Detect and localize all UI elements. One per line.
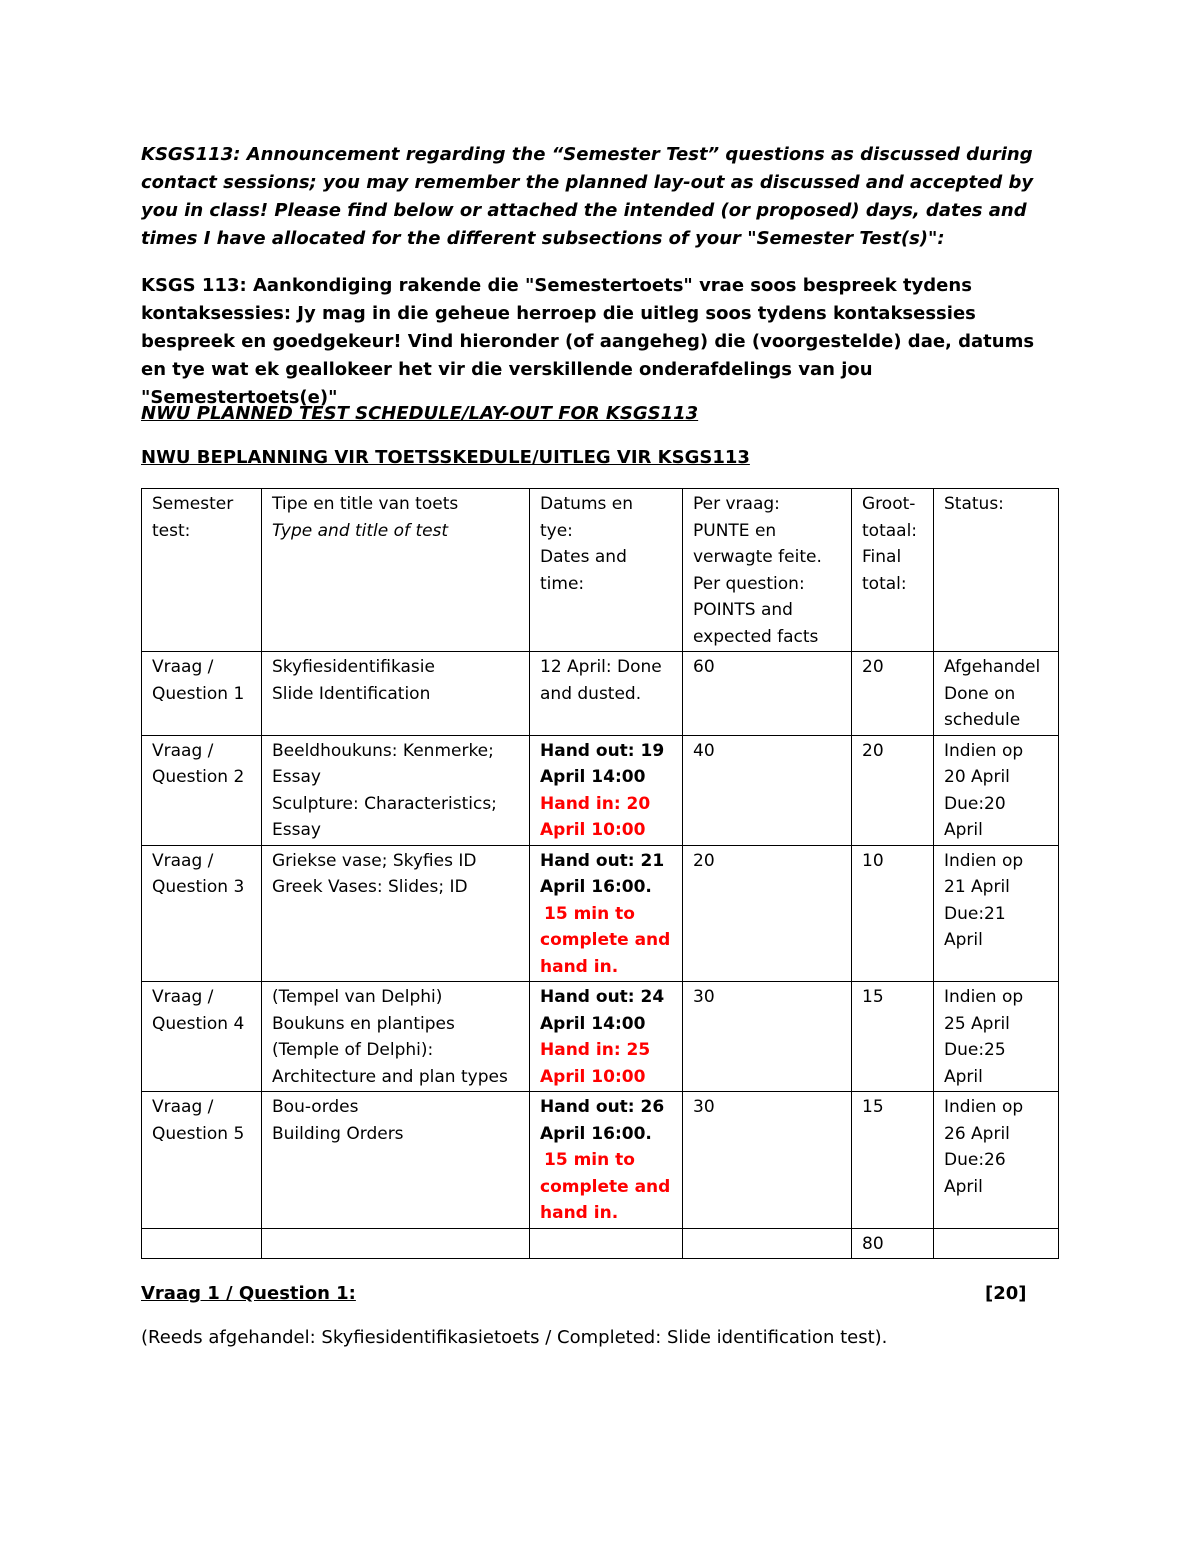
grand-total-value: 80: [852, 1228, 934, 1259]
announcement-english: KSGS113: Announcement regarding the “Semester Test” questions as discussed during contact sessions; you may remember the planned lay-out as discussed and accepted by you in class! Please find below or attached the intended (or proposed) days, dates and times I have allocated for the different subsections of your "Semester Test(s)":: [141, 144, 1034, 249]
status-cell: Indien op 20 April Due:20 April: [934, 735, 1059, 845]
header-grand-total: Groot- totaal: Final total:: [852, 489, 934, 652]
dates-cell: Hand out: 26 April 16:00. 15 min to complete and hand in.: [530, 1092, 683, 1229]
empty-cell: [142, 1228, 262, 1259]
question-cell: Vraag / Question 5: [142, 1092, 262, 1229]
header-dates-times: Datums en tye: Dates and time:: [530, 489, 683, 652]
header-status: Status:: [934, 489, 1059, 652]
points-cell: 40: [683, 735, 852, 845]
type-cell: Griekse vase; Skyfies ID Greek Vases: Slides; ID: [262, 845, 530, 982]
type-cell: (Tempel van Delphi) Boukuns en plantipes (Temple of Delphi): Architecture and plan types: [262, 982, 530, 1092]
type-cell: Beeldhoukuns: Kenmerke; Essay Sculpture: Characteristics; Essay: [262, 735, 530, 845]
schedule-heading-english: NWU PLANNED TEST SCHEDULE/LAY-OUT FOR KSGS113: [141, 403, 699, 424]
empty-cell: [683, 1228, 852, 1259]
type-cell: Skyfiesidentifikasie Slide Identification: [262, 652, 530, 736]
points-cell: 30: [683, 982, 852, 1092]
dates-cell: Hand out: 24 April 14:00 Hand in: 25 April 10:00: [530, 982, 683, 1092]
points-cell: 30: [683, 1092, 852, 1229]
total-cell: 15: [852, 1092, 934, 1229]
status-cell: Indien op 21 April Due:21 April: [934, 845, 1059, 982]
empty-cell: [530, 1228, 683, 1259]
header-semester-test: Semester test:: [142, 489, 262, 652]
dates-cell: Hand out: 19 April 14:00 Hand in: 20 April 10:00: [530, 735, 683, 845]
table-row: [142, 652, 1059, 736]
total-cell: 15: [852, 982, 934, 1092]
total-cell: 10: [852, 845, 934, 982]
empty-cell: [934, 1228, 1059, 1259]
question-1-marks: [20]: [985, 1283, 1027, 1304]
dates-cell: Hand out: 21 April 16:00. 15 min to complete and hand in.: [530, 845, 683, 982]
status-cell: Indien op 26 April Due:26 April: [934, 1092, 1059, 1229]
status-cell: Afgehandel Done on schedule: [934, 652, 1059, 736]
question-cell: Vraag / Question 3: [142, 845, 262, 982]
question-1-heading: Vraag 1 / Question 1:: [141, 1283, 356, 1304]
dates-cell: 12 April: Done and dusted.: [530, 652, 683, 736]
test-schedule-table: [141, 488, 1059, 1259]
empty-cell: [262, 1228, 530, 1259]
table-header-row: [142, 489, 1059, 652]
schedule-heading-afrikaans: NWU BEPLANNING VIR TOETSSKEDULE/UITLEG VIR KSGS113: [141, 447, 750, 468]
table-row: [142, 1092, 1059, 1229]
table-row: [142, 845, 1059, 982]
table-total-row: [142, 1228, 1059, 1259]
total-cell: 20: [852, 735, 934, 845]
question-1-note: (Reeds afgehandel: Skyfiesidentifikasietoets / Completed: Slide identification test).: [141, 1327, 888, 1348]
question-cell: Vraag / Question 2: [142, 735, 262, 845]
type-cell: Bou-ordes Building Orders: [262, 1092, 530, 1229]
points-cell: 60: [683, 652, 852, 736]
question-cell: Vraag / Question 1: [142, 652, 262, 736]
table-row: [142, 735, 1059, 845]
header-type-title: Tipe en title van toets Type and title of test: [262, 489, 530, 652]
table-row: [142, 982, 1059, 1092]
total-cell: 20: [852, 652, 934, 736]
question-cell: Vraag / Question 4: [142, 982, 262, 1092]
points-cell: 20: [683, 845, 852, 982]
header-per-question: Per vraag: PUNTE en verwagte feite. Per question: POINTS and expected facts: [683, 489, 852, 652]
status-cell: Indien op 25 April Due:25 April: [934, 982, 1059, 1092]
announcement-afrikaans: KSGS 113: Aankondiging rakende die "Semestertoets" vrae soos bespreek tydens kontaksessies: Jy mag in die geheue herroep die uitleg soos tydens kontaksessies bespreek en goedgekeur! Vind hieronder (of aangeheg) die (voorgestelde) dae, datums en tye wat ek geallokeer het vir die verskillende onderafdelings van jou "Semestertoets(e)": [141, 275, 1035, 408]
